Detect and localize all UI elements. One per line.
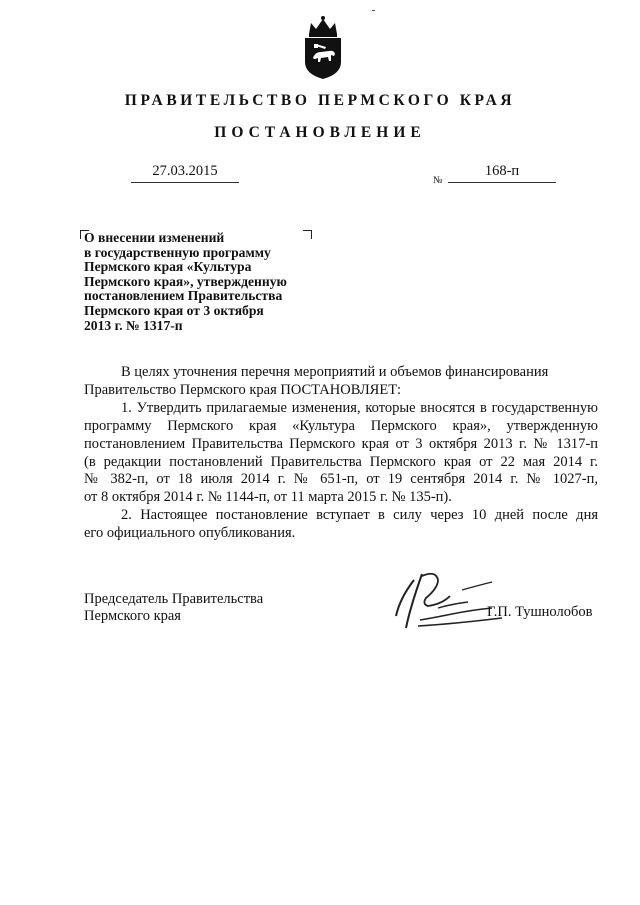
date-underline: [131, 182, 239, 183]
paragraph-1-line: 1. Утвердить прилагаемые изменения, которые вносятся в государственную: [121, 399, 598, 416]
document-type: ПОСТАНОВЛЕНИЕ: [214, 124, 426, 141]
signer-position-line: Председатель Правительства: [84, 591, 264, 607]
subject-line: постановлением Правительства: [84, 288, 283, 304]
signer-position-line: Пермского края: [84, 607, 181, 624]
document-subject: [84, 231, 324, 333]
signer-position: [84, 591, 263, 624]
number-sign: №: [433, 175, 443, 186]
paragraph-1-line: (в редакции постановлений Правительства Пермского края от 22 мая 2014 г.: [84, 453, 598, 470]
perm-krai-coat-of-arms-icon: [301, 14, 345, 80]
paragraph-1-line: программу Пермского края «Культура Пермского края», утвержденную: [84, 417, 598, 434]
intro-line: В целях уточнения перечня мероприятий и объемов финансирования: [121, 364, 549, 380]
paragraph-1-line: от 8 октября 2014 г. № 1144-п, от 11 марта 2015 г. № 135-п).: [84, 489, 452, 506]
number-underline: [448, 182, 556, 183]
intro-line: Правительство Пермского края ПОСТАНОВЛЯЕТ:: [84, 381, 402, 398]
subject-line: Пермского края», утвержденную: [84, 273, 287, 289]
handwritten-signature-icon: [392, 568, 522, 638]
paragraph-2-line: 2. Настоящее постановление вступает в силу через 10 дней после дня: [121, 507, 598, 524]
document-date: 27.03.2015: [152, 163, 218, 179]
subject-line: Пермского края «Культура: [84, 259, 252, 275]
signer-name: Г.П. Тушнолобов: [487, 604, 593, 620]
scan-mark: [372, 10, 375, 11]
subject-line: Пермского края от 3 октября: [84, 302, 264, 318]
paragraph-1-line: постановлением Правительства Пермского края от 3 октября 2013 г. № 1317-п: [84, 435, 598, 452]
subject-line: 2013 г. № 1317-п: [84, 317, 183, 333]
subject-line: О внесении изменений: [84, 230, 225, 245]
document-number: 168-п: [484, 163, 520, 179]
paragraph-1-line: № 382-п, от 18 июля 2014 г. № 651-п, от 19 сентября 2014 г. № 1027-п,: [84, 471, 598, 488]
government-title: ПРАВИТЕЛЬСТВО ПЕРМСКОГО КРАЯ: [124, 92, 516, 109]
subject-line: в государственную программу: [84, 244, 271, 260]
paragraph-2-line: его официального опубликования.: [84, 525, 296, 542]
document-body: [84, 364, 598, 543]
